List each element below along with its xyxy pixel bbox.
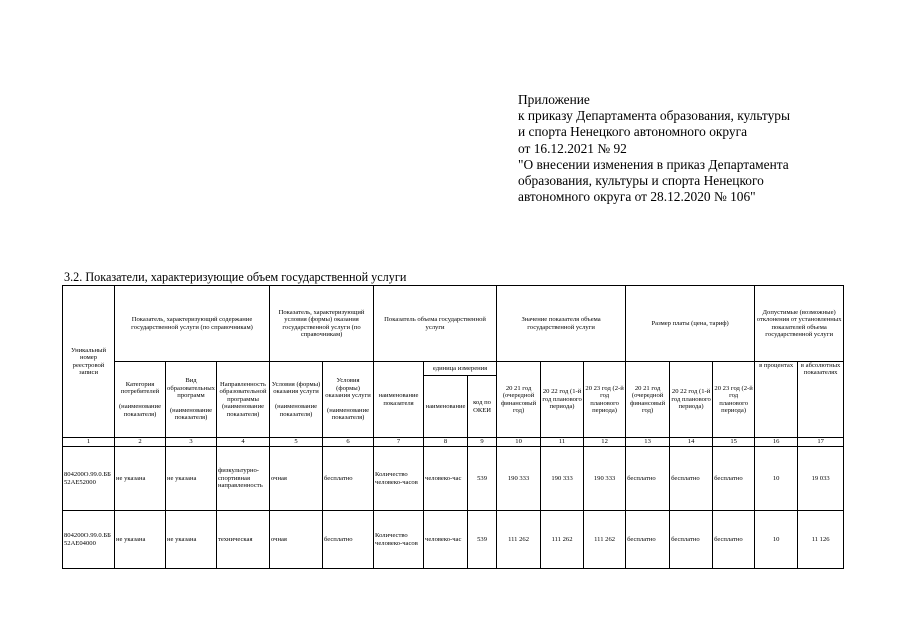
header-indicator-value: Значение показателя объема государственной услуги bbox=[497, 286, 626, 362]
column-number: 11 bbox=[541, 438, 584, 447]
header-fee-2023: 20 23 год (2-й год планового периода) bbox=[713, 362, 755, 438]
appendix-line: от 16.12.2021 № 92 bbox=[518, 140, 627, 156]
program-type: не указана bbox=[166, 447, 217, 511]
column-number: 17 bbox=[798, 438, 844, 447]
column-number: 8 bbox=[424, 438, 468, 447]
value-2022: 190 333 bbox=[541, 447, 584, 511]
column-number-row bbox=[63, 438, 844, 447]
header-deviation: Допустимые (возможные) отклонения от установленных показателей объема государственной услуги bbox=[755, 286, 844, 362]
table-header-row bbox=[63, 286, 844, 362]
header-okei: код по ОКЕИ bbox=[468, 376, 497, 438]
header-fee: Размер платы (цена, тариф) bbox=[626, 286, 755, 362]
header-category: Категория потребителей (наименование показателя) bbox=[115, 362, 166, 438]
appendix-line: и спорта Ненецкого автономного округа bbox=[518, 124, 748, 140]
column-number: 10 bbox=[497, 438, 541, 447]
appendix-header bbox=[518, 92, 818, 205]
direction: физкультурно-спортивная направленность bbox=[217, 447, 270, 511]
header-indicator-name: наименование показателя bbox=[374, 362, 424, 438]
table-header-row bbox=[63, 362, 844, 376]
okei-code: 539 bbox=[468, 511, 497, 569]
column-number: 2 bbox=[115, 438, 166, 447]
category: не указана bbox=[115, 511, 166, 569]
column-number: 3 bbox=[166, 438, 217, 447]
form-2: бесплатно bbox=[323, 447, 374, 511]
column-number: 5 bbox=[270, 438, 323, 447]
fee-2021: бесплатно bbox=[626, 511, 670, 569]
unit-name: человеко-час bbox=[424, 447, 468, 511]
column-number: 9 bbox=[468, 438, 497, 447]
header-percent: в процентах bbox=[755, 362, 798, 438]
okei-code: 539 bbox=[468, 447, 497, 511]
header-fee-2021: 20 21 год (очередной финансовый год) bbox=[626, 362, 670, 438]
fee-2023: бесплатно bbox=[713, 511, 755, 569]
header-content: Показатель, характеризующий содержание государственной услуги (по справочникам) bbox=[115, 286, 270, 362]
column-number: 1 bbox=[63, 438, 115, 447]
registry-code: 804200О.99.0.ББ52АЕ04000 bbox=[63, 511, 115, 569]
column-number: 6 bbox=[323, 438, 374, 447]
fee-2022: бесплатно bbox=[670, 511, 713, 569]
header-conditions: Показатель, характеризующий условия (формы) оказания государственной услуги (по справочникам) bbox=[270, 286, 374, 362]
column-number: 14 bbox=[670, 438, 713, 447]
header-unit: единица измерения bbox=[424, 362, 497, 376]
deviation-absolute: 19 033 bbox=[798, 447, 844, 511]
appendix-line: "О внесении изменения в приказ Департамента bbox=[518, 156, 789, 172]
column-number: 12 bbox=[584, 438, 626, 447]
indicator-name: Количество человеко-часов bbox=[374, 511, 424, 569]
value-2021: 111 262 bbox=[497, 511, 541, 569]
table-row bbox=[63, 447, 844, 511]
value-2022: 111 262 bbox=[541, 511, 584, 569]
appendix-line: автономного округа от 28.12.2020 № 106" bbox=[518, 189, 756, 205]
volume-indicators-table bbox=[62, 285, 844, 569]
column-number: 7 bbox=[374, 438, 424, 447]
header-year-2021: 20 21 год (очередной финансовый год) bbox=[497, 362, 541, 438]
appendix-line: образования, культуры и спорта Ненецкого bbox=[518, 173, 764, 189]
registry-code: 804200О.99.0.ББ52АЕ52000 bbox=[63, 447, 115, 511]
appendix-line: к приказу Департамента образования, культуры bbox=[518, 108, 790, 124]
column-number: 13 bbox=[626, 438, 670, 447]
header-fee-2022: 20 22 год (1-й год планового периода) bbox=[670, 362, 713, 438]
deviation-percent: 10 bbox=[755, 511, 798, 569]
column-number: 4 bbox=[217, 438, 270, 447]
indicator-name: Количество человеко-часов bbox=[374, 447, 424, 511]
header-form: Условия (формы) оказания услуги (наименование показателя) bbox=[270, 362, 323, 438]
form: очная bbox=[270, 447, 323, 511]
unit-name: человеко-час bbox=[424, 511, 468, 569]
table-row bbox=[63, 511, 844, 569]
fee-2021: бесплатно bbox=[626, 447, 670, 511]
direction: техническая bbox=[217, 511, 270, 569]
form: очная bbox=[270, 511, 323, 569]
value-2023: 111 262 bbox=[584, 511, 626, 569]
header-unique-number: Уникальный номер реестровой записи bbox=[63, 286, 115, 438]
header-year-2022: 20 22 год (1-й год планового периода) bbox=[541, 362, 584, 438]
header-direction: Направленность образовательной программы (наименование показателя) bbox=[217, 362, 270, 438]
column-number: 15 bbox=[713, 438, 755, 447]
form-2: бесплатно bbox=[323, 511, 374, 569]
header-program-type: Вид образовательных программ (наименование показателя) bbox=[166, 362, 217, 438]
fee-2022: бесплатно bbox=[670, 447, 713, 511]
fee-2023: бесплатно bbox=[713, 447, 755, 511]
header-volume-indicator: Показатель объема государственной услуги bbox=[374, 286, 497, 362]
column-number: 16 bbox=[755, 438, 798, 447]
header-year-2023: 20 23 год (2-й год планового периода) bbox=[584, 362, 626, 438]
appendix-line: Приложение bbox=[518, 92, 590, 107]
header-form-2: Условия (формы) оказания услуги (наименование показателя) bbox=[323, 362, 374, 438]
header-unit-name: наименование bbox=[424, 376, 468, 438]
deviation-absolute: 11 126 bbox=[798, 511, 844, 569]
program-type: не указана bbox=[166, 511, 217, 569]
category: не указана bbox=[115, 447, 166, 511]
value-2021: 190 333 bbox=[497, 447, 541, 511]
header-absolute: в абсолютных показателях bbox=[798, 362, 844, 438]
value-2023: 190 333 bbox=[584, 447, 626, 511]
deviation-percent: 10 bbox=[755, 447, 798, 511]
section-title: 3.2. Показатели, характеризующие объем государственной услуги bbox=[64, 270, 407, 284]
